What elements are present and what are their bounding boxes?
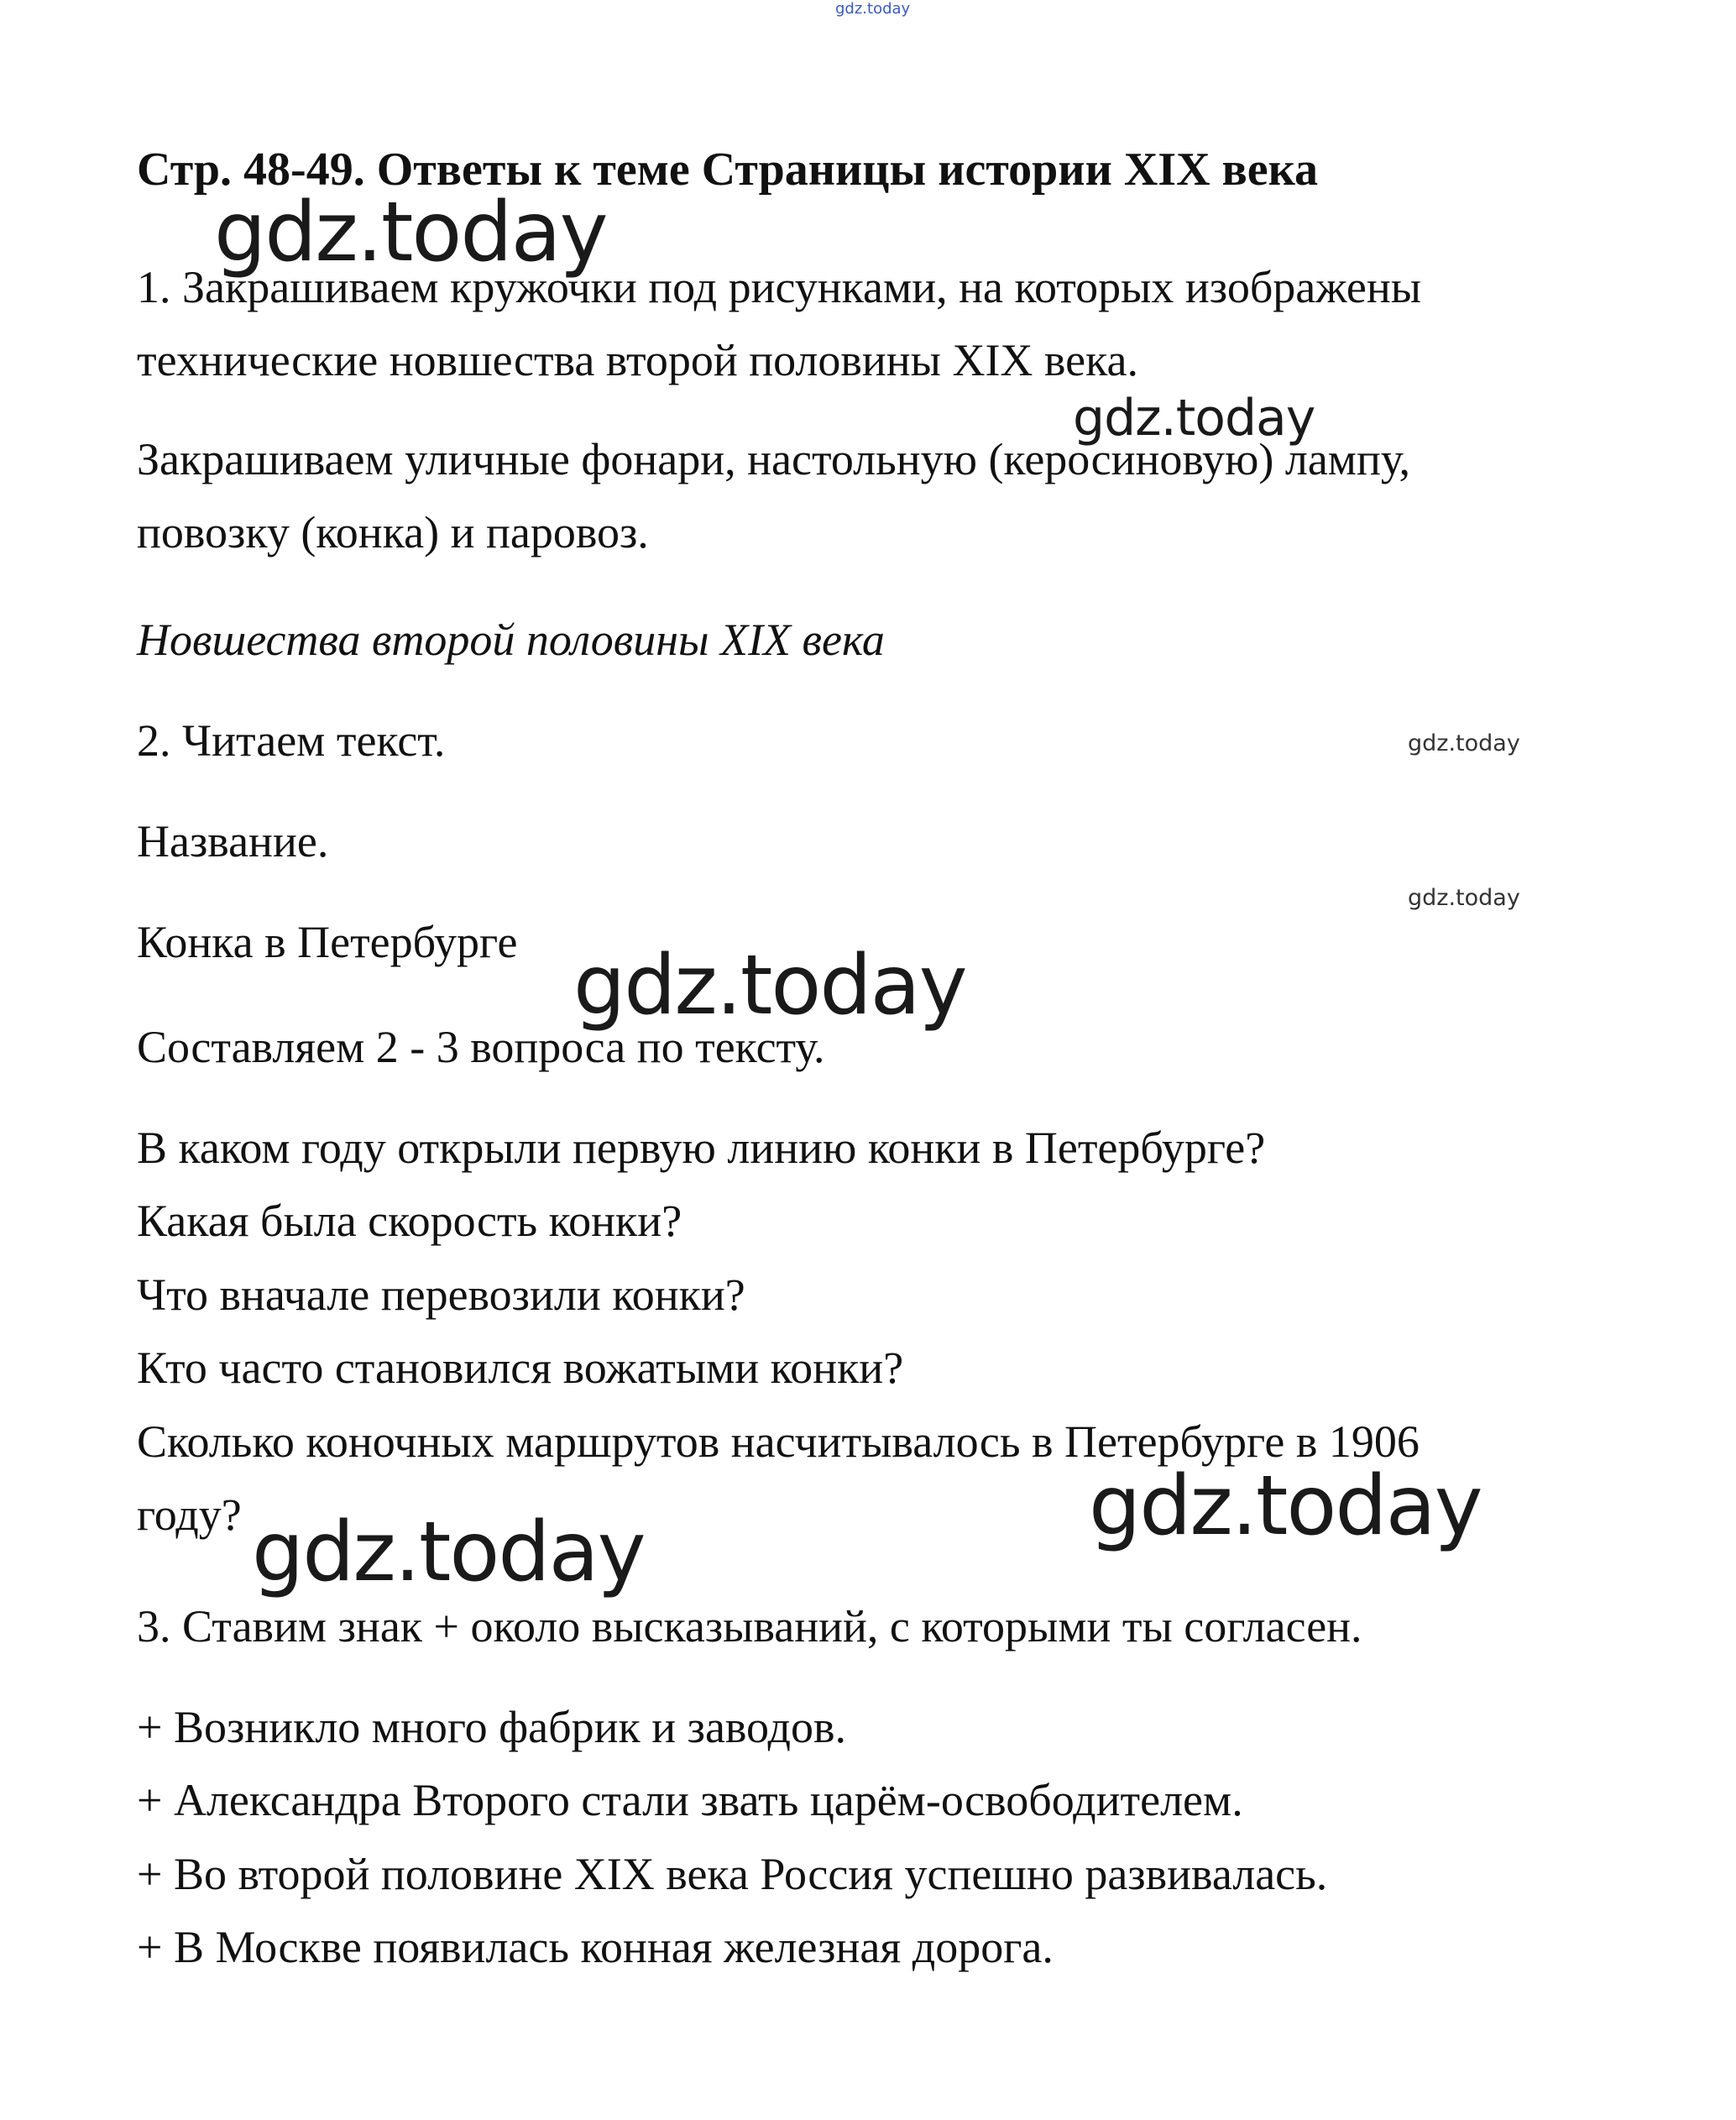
watermark: gdz.today	[1408, 885, 1520, 911]
task1-line2: технические новшества второй половины XIX века.	[137, 335, 1138, 385]
task1-caption: Новшества второй половины XIX века	[137, 615, 885, 665]
task2-questions-intro: Составляем 2 - 3 вопроса по тексту.	[137, 1022, 825, 1072]
question-item: Кто часто становился вожатыми конки?	[137, 1343, 904, 1393]
watermark: gdz.today	[1089, 1458, 1482, 1554]
task2-name-value: Конка в Петербурге	[137, 917, 518, 967]
question-item: В каком году открыли первую линию конки в Петербурге?	[137, 1123, 1266, 1173]
task2-heading: 2. Читаем текст.	[137, 715, 446, 766]
statement-item: + В Москве появилась конная железная дорога.	[137, 1922, 1054, 1972]
task3-heading: 3. Ставим знак + около высказываний, с которыми ты согласен.	[137, 1601, 1362, 1652]
watermark: gdz.today	[1073, 389, 1315, 448]
task1-answer-line2: повозку (конка) и паровоз.	[137, 507, 649, 557]
watermark: gdz.today	[252, 1505, 645, 1600]
watermark: gdz.today	[214, 185, 607, 280]
watermark: gdz.today	[573, 938, 966, 1034]
question-item: Какая была скорость конки?	[137, 1196, 682, 1246]
statement-item: + Александра Второго стали звать царём-освободителем.	[137, 1775, 1243, 1825]
question-item: году?	[137, 1489, 242, 1540]
task2-name-label: Название.	[137, 816, 329, 866]
statement-item: + Во второй половине XIX века Россия успешно развивалась.	[137, 1849, 1328, 1899]
task1-answer-line1: Закрашиваем уличные фонари, настольную (керосиновую) лампу,	[137, 434, 1410, 484]
statement-item: + Возникло много фабрик и заводов.	[137, 1702, 846, 1752]
watermark-top: gdz.today	[835, 0, 911, 18]
task1-line1: 1. Закрашиваем кружочки под рисунками, на которых изображены	[137, 262, 1422, 312]
question-item: Сколько коночных маршрутов насчитывалось в Петербурге в 1906	[137, 1416, 1420, 1467]
question-item: Что вначале перевозили конки?	[137, 1269, 745, 1320]
watermark: gdz.today	[1408, 730, 1520, 756]
page-title: Стр. 48-49. Ответы к теме Страницы истории XIX века	[137, 144, 1319, 196]
